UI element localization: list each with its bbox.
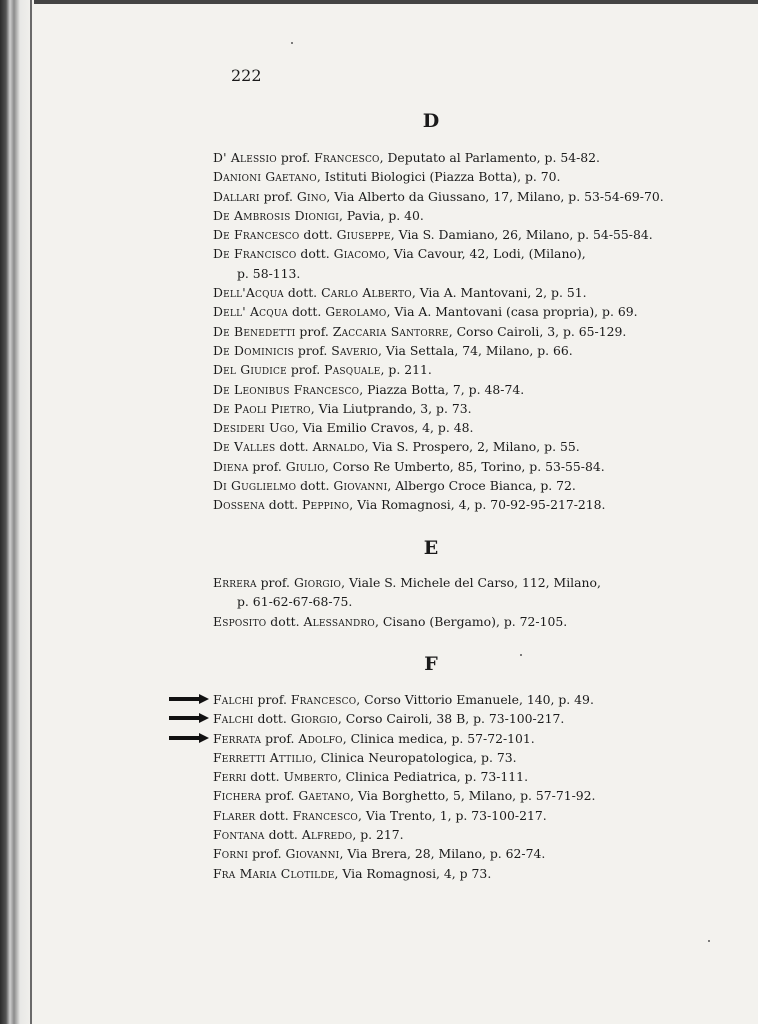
entry-title: dott. (296, 246, 334, 262)
index-entry (213, 302, 663, 321)
entry-title: dott. (299, 227, 337, 243)
index-entry (213, 612, 663, 631)
entry-surname: Fichera (213, 788, 262, 804)
entry-surname: Fra Maria Clotilde (213, 865, 335, 881)
entry-title: prof. (253, 692, 291, 707)
index-entry (213, 690, 663, 709)
entry-details: , Via Romagnosi, 4, p 73. (334, 865, 492, 881)
entry-details: , Via S. Prospero, 2, Milano, p. 55. (364, 439, 580, 455)
entry-details: , Via Alberto da Giussano, 17, Milano, p. 53-54-69-70. (326, 188, 664, 204)
section-heading-d: D (422, 110, 440, 132)
entry-details: , Corso Cairoli, 3, p. 65-129. (448, 323, 627, 339)
entry-surname: Forni (213, 846, 249, 862)
paper-speck (708, 940, 710, 942)
entry-details: , Viale S. Michele del Carso, 112, Milano, (341, 575, 601, 590)
entry-surname: Danioni Gaetano (213, 169, 317, 185)
entry-details: , Corso Re Umberto, 85, Torino, p. 53-55-84. (324, 458, 605, 474)
entry-given-name: Zaccaria Santorre (332, 323, 449, 339)
entry-given-name: Francesco (290, 692, 357, 707)
index-entry (213, 283, 663, 302)
index-entry (213, 495, 663, 514)
index-entry (213, 187, 663, 206)
entry-details: , Clinica Neuropatologica, p. 73. (312, 749, 517, 765)
index-entry (213, 225, 663, 244)
entry-surname: Ferri (213, 769, 247, 785)
entry-details: , Corso Cairoli, 38 B, p. 73-100-217. (337, 711, 565, 727)
entry-surname: De Ambrosis Dionigi (213, 207, 340, 223)
entry-details: , Deputato al Parlamento, p. 54-82. (379, 150, 600, 165)
entry-surname: De Paoli Pietro (213, 400, 311, 416)
entry-details: , Pavia, p. 40. (339, 207, 424, 223)
entry-given-name: Gino (296, 188, 327, 204)
entry-surname: Falchi (213, 692, 254, 707)
index-entry (213, 206, 663, 225)
index-entry (213, 748, 663, 767)
entry-details: , Albergo Croce Bianca, p. 72. (387, 478, 576, 494)
entry-given-name: Giorgio (290, 711, 338, 727)
index-entry (213, 360, 663, 379)
section-e-entries (213, 573, 663, 631)
entry-title: prof. (261, 788, 299, 804)
entry-details: , Istituti Biologici (Piazza Botta), p. 70. (316, 169, 561, 185)
entry-details: , Via Cavour, 42, Lodi, (Milano), (385, 246, 586, 262)
entry-given-name: Giulio (285, 458, 325, 474)
index-entry (213, 437, 663, 456)
index-entry (213, 322, 663, 341)
entry-given-name: Carlo Alberto (321, 285, 412, 301)
entry-title: dott. (253, 711, 291, 727)
entry-surname: De Francisco (213, 246, 297, 262)
index-entry (213, 341, 663, 360)
hand-drawn-arrow-icon (169, 733, 209, 743)
entry-given-name: Giovanni (333, 478, 388, 494)
entry-details: , Via Brera, 28, Milano, p. 62-74. (339, 846, 546, 862)
entry-surname: De Francesco (213, 227, 300, 243)
entry-details: , Via A. Mantovani, 2, p. 51. (411, 285, 587, 301)
entry-title: prof. (248, 846, 286, 862)
entry-surname: Esposito (213, 613, 267, 629)
entry-surname: Del Giudice (213, 362, 287, 378)
entry-given-name: Giuseppe (336, 227, 391, 243)
entry-details: , p. 217. (352, 827, 404, 843)
entry-details: , Via Romagnosi, 4, p. 70-92-95-217-218. (349, 497, 606, 513)
entry-surname: Dell'Acqua (213, 285, 284, 301)
entry-surname: Flarer (213, 807, 256, 823)
index-entry (213, 399, 663, 418)
entry-details: , Via S. Damiano, 26, Milano, p. 54-55-84. (390, 227, 653, 243)
entry-details: , Via Trento, 1, p. 73-100-217. (358, 807, 547, 823)
entry-given-name: Giacomo (333, 246, 386, 262)
entry-title: prof. (293, 342, 332, 358)
entry-title: prof. (276, 150, 315, 165)
entry-given-name: Alessandro (303, 613, 375, 629)
entry-details: , Via A. Mantovani (casa propria), p. 69. (386, 304, 638, 320)
entry-surname: D' Alessio (213, 150, 277, 165)
entry-details: , Via Liutprando, 3, p. 73. (310, 400, 472, 416)
entry-title: dott. (264, 497, 303, 513)
entry-surname: De Dominicis (213, 342, 294, 358)
entry-details: , Corso Vittorio Emanuele, 140, p. 49. (356, 692, 594, 707)
entry-surname: Diena (213, 458, 249, 474)
index-entry (213, 167, 663, 186)
entry-surname: Ferretti Attilio (213, 749, 313, 765)
entry-given-name: Pasquale (324, 362, 381, 378)
entry-title: dott. (296, 478, 334, 494)
entry-given-name: Francesco (314, 150, 380, 165)
hand-drawn-arrow-icon (169, 694, 209, 704)
entry-details: , Via Emilio Cravos, 4, p. 48. (294, 420, 474, 436)
entry-details: , p. 211. (380, 362, 432, 378)
entry-details: , Piazza Botta, 7, p. 48-74. (359, 381, 525, 397)
entry-surname: Fontana (213, 827, 265, 843)
entry-details: , Clinica Pediatrica, p. 73-111. (337, 769, 529, 785)
entry-title: dott. (246, 769, 284, 785)
index-entry (213, 148, 663, 167)
entry-surname: Dell' Acqua (213, 304, 289, 320)
section-heading-e: E (423, 537, 439, 559)
index-entry (213, 418, 663, 437)
entry-title: dott. (264, 827, 302, 843)
entry-details: , Via Borghetto, 5, Milano, p. 57-71-92. (350, 788, 596, 804)
hand-drawn-arrow-icon (169, 713, 209, 723)
page-number: 222 (231, 66, 262, 85)
book-spine-shadow (0, 0, 34, 1024)
entry-given-name: Giovanni (285, 846, 340, 862)
index-entry (213, 806, 663, 825)
entry-surname: De Valles (213, 439, 276, 455)
entry-title: dott. (255, 807, 293, 823)
entry-details: , Cisano (Bergamo), p. 72-105. (374, 613, 568, 629)
entry-surname: Dossena (213, 497, 265, 513)
spine-fold-line (30, 0, 32, 1024)
entry-surname: Ferrata (213, 730, 262, 746)
entry-title: prof. (259, 188, 297, 204)
entry-given-name: Peppino (302, 497, 350, 513)
section-heading-f: F (424, 653, 438, 675)
index-entry (213, 573, 663, 612)
entry-given-name: Alfredo (301, 827, 353, 843)
entry-continuation: p. 58-113. (237, 265, 301, 281)
entry-title: dott. (283, 285, 322, 301)
entry-given-name: Gerolamo (325, 304, 387, 320)
entry-title: prof. (261, 730, 299, 746)
entry-given-name: Umberto (283, 769, 338, 785)
entry-given-name: Francesco (292, 807, 359, 823)
index-entry (213, 709, 663, 728)
entry-given-name: Saverio (331, 342, 378, 358)
index-entry (213, 825, 663, 844)
entry-title: dott. (288, 304, 326, 320)
paper-speck (291, 42, 293, 44)
index-entry (213, 844, 663, 863)
entry-given-name: Arnaldo (312, 439, 365, 455)
entry-given-name: Giorgio (293, 575, 342, 590)
index-entry (213, 786, 663, 805)
entry-title: prof. (286, 362, 325, 378)
index-entry (213, 729, 663, 748)
entry-details: , Clinica medica, p. 57-72-101. (342, 730, 535, 746)
index-entry (213, 380, 663, 399)
index-entry (213, 244, 663, 283)
entry-given-name: Adolfo (298, 730, 343, 746)
index-entry (213, 476, 663, 495)
entry-title: dott. (275, 439, 313, 455)
section-d-entries (213, 148, 663, 515)
paper-speck (520, 654, 522, 656)
entry-surname: Di Guglielmo (213, 478, 297, 494)
entry-details: , Via Settala, 74, Milano, p. 66. (377, 342, 573, 358)
entry-surname: Errera (213, 575, 257, 590)
entry-title: prof. (256, 575, 294, 590)
page-top-edge (0, 0, 758, 4)
index-entry (213, 864, 663, 883)
entry-title: dott. (266, 613, 304, 629)
entry-surname: Desideri Ugo (213, 420, 295, 436)
entry-title: prof. (248, 458, 286, 474)
section-f-entries (213, 690, 663, 883)
entry-continuation: p. 61-62-67-68-75. (237, 594, 353, 610)
entry-given-name: Gaetano (298, 788, 351, 804)
entry-title: prof. (295, 323, 333, 339)
index-entry (213, 457, 663, 476)
entry-surname: De Leonibus Francesco (213, 381, 360, 397)
entry-surname: Dallari (213, 188, 260, 204)
index-entry (213, 767, 663, 786)
entry-surname: De Benedetti (213, 323, 296, 339)
entry-surname: Falchi (213, 711, 254, 727)
